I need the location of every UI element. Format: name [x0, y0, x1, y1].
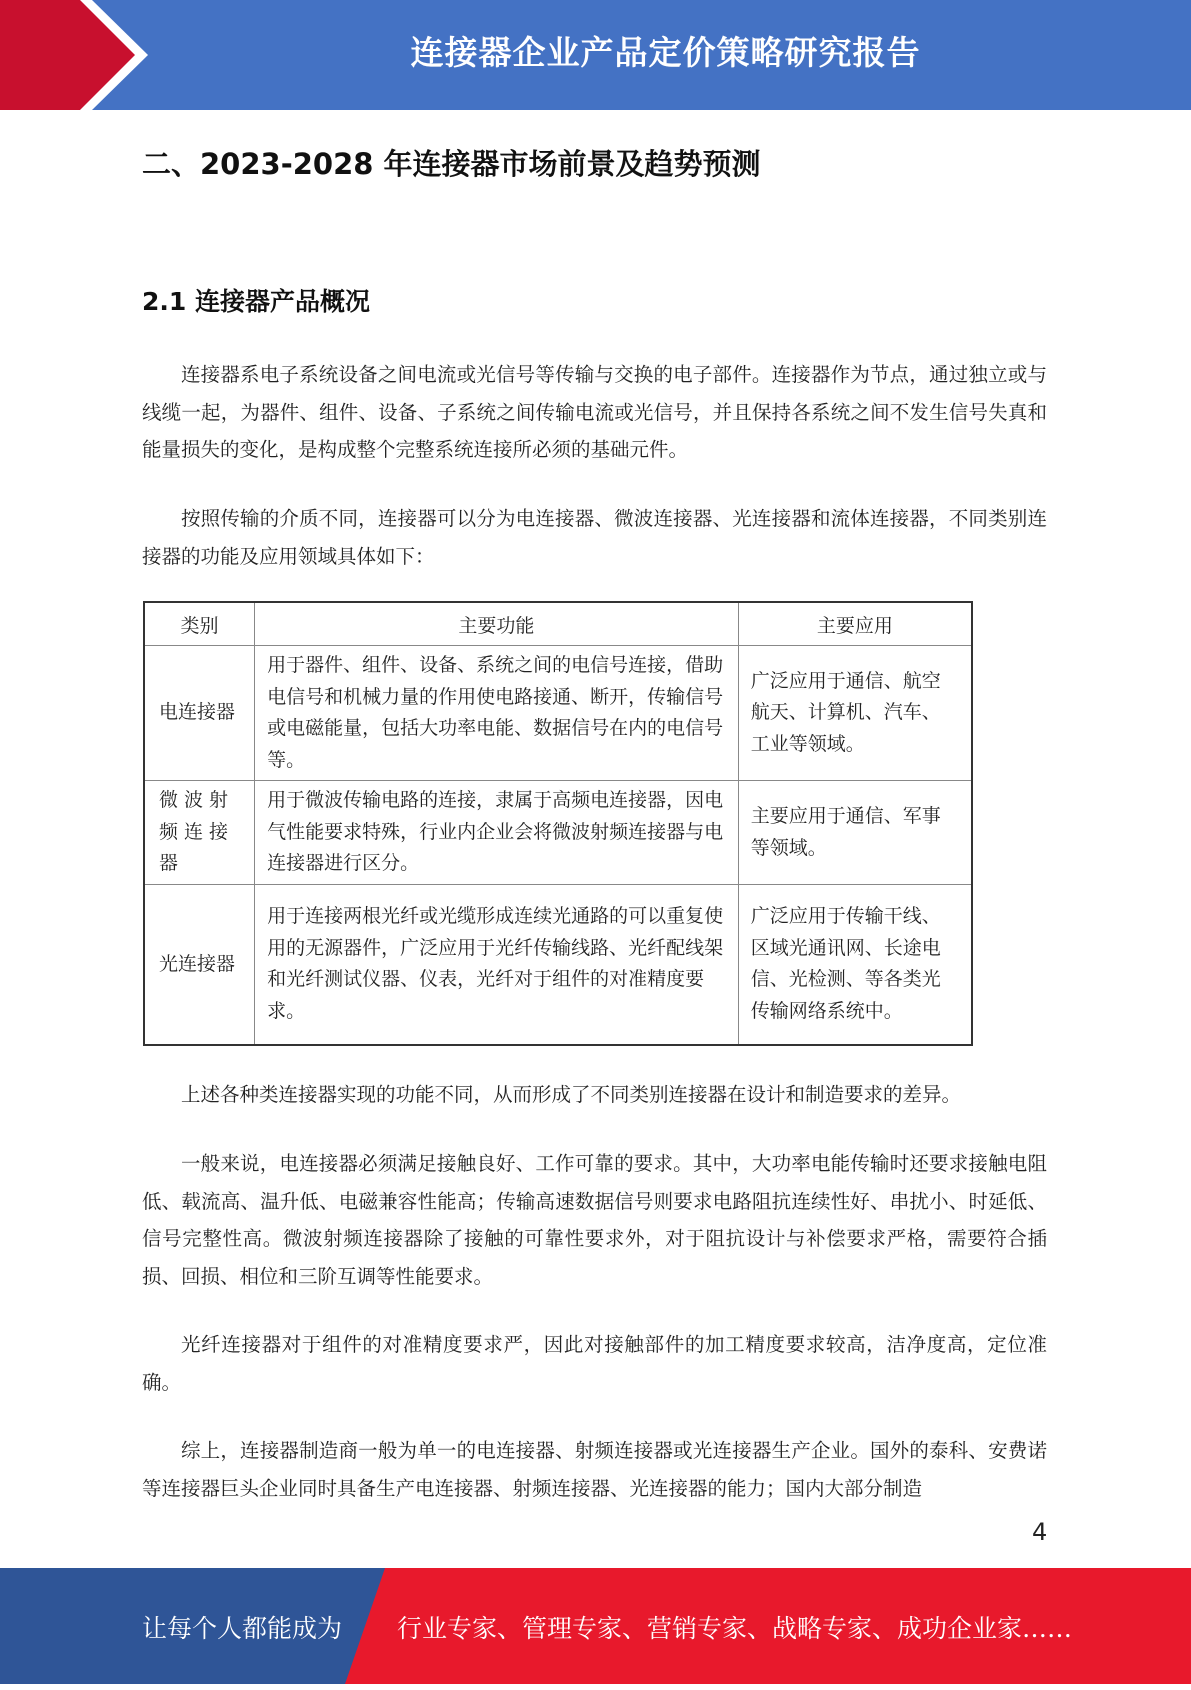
paragraph-4: 一般来说，电连接器必须满足接触良好、工作可靠的要求。其中，大功率电能传输时还要求接触电阻低、载流高、温升低、电磁兼容性能高；传输高速数据信号则要求电路阻抗连续性好、串扰小、时延低、信号完整性高。微波射频连接器除了接触的可靠性要求外，对于阻抗设计与补偿要求严格，需要符合插损、回损、相位和三阶互调等性能要求。 [142, 1152, 1047, 1288]
header-arrow-decoration [0, 0, 160, 110]
table-header-function: 主要功能 [255, 602, 739, 646]
footer-slogan-right: 行业专家、管理专家、营销专家、战略专家、成功企业家…… [397, 1614, 1073, 1643]
table-cell-function: 用于器件、组件、设备、系统之间的电信号连接，借助电信号和机械力量的作用使电路接通、断开，传输信号或电磁能量，包括大功率电能、数据信号在内的电信号等。 [255, 646, 739, 781]
table-cell-category: 光连接器 [144, 885, 255, 1045]
table-cell-function: 用于微波传输电路的连接，隶属于高频电连接器，因电气性能要求特殊，行业内企业会将微波射频连接器与电连接器进行区分。 [255, 781, 739, 885]
table-header-category: 类别 [144, 602, 255, 646]
connector-types-table [143, 601, 973, 1046]
subsection-title: 2.1 连接器产品概况 [142, 287, 370, 316]
table-header-row [144, 602, 972, 646]
paragraph-5: 光纤连接器对于组件的对准精度要求严，因此对接触部件的加工精度要求较高，洁净度高，定位准确。 [142, 1333, 1047, 1394]
paragraph-6: 综上，连接器制造商一般为单一的电连接器、射频连接器或光连接器生产企业。国外的泰科、安费诺等连接器巨头企业同时具备生产电连接器、射频连接器、光连接器的能力；国内大部分制造 [142, 1439, 1047, 1500]
header-banner [0, 0, 1191, 110]
table-cell-function: 用于连接两根光纤或光缆形成连续光通路的可以重复使用的无源器件，广泛应用于光纤传输线路、光纤配线架和光纤测试仪器、仪表，光纤对于组件的对准精度要求。 [255, 885, 739, 1045]
report-title: 连接器企业产品定价策略研究报告 [410, 33, 921, 72]
paragraph-2: 按照传输的介质不同，连接器可以分为电连接器、微波连接器、光连接器和流体连接器，不同类别连接器的功能及应用领域具体如下： [142, 507, 1047, 568]
table-cell-application: 广泛应用于通信、航空 航天、计算机、汽车、 工业等领域。 [738, 646, 972, 781]
table-row [144, 885, 972, 1045]
table-cell-category: 微波射频连接器 [144, 781, 255, 885]
footer-slogan-left: 让每个人都能成为 [142, 1614, 343, 1643]
table-row [144, 646, 972, 781]
table-cell-application: 主要应用于通信、军事 等领域。 [738, 781, 972, 885]
table-cell-category: 电连接器 [144, 646, 255, 781]
table-cell-application: 广泛应用于传输干线、区域光通讯网、长途电 信、光检测、等各类光 传输网络系统中。 [738, 885, 972, 1045]
paragraph-3: 上述各种类连接器实现的功能不同，从而形成了不同类别连接器在设计和制造要求的差异。 [181, 1083, 962, 1106]
section-title: 二、2023-2028 年连接器市场前景及趋势预测 [142, 147, 761, 181]
table-row [144, 781, 972, 885]
paragraph-1: 连接器系电子系统设备之间电流或光信号等传输与交换的电子部件。连接器作为节点，通过独立或与线缆一起，为器件、组件、设备、子系统之间传输电流或光信号，并且保持各系统之间不发生信号失真和能量损失的变化，是构成整个完整系统连接所必须的基础元件。 [142, 363, 1047, 461]
footer-banner [0, 1568, 1191, 1684]
page-number: 4 [1032, 1518, 1048, 1546]
table-header-application: 主要应用 [738, 602, 972, 646]
